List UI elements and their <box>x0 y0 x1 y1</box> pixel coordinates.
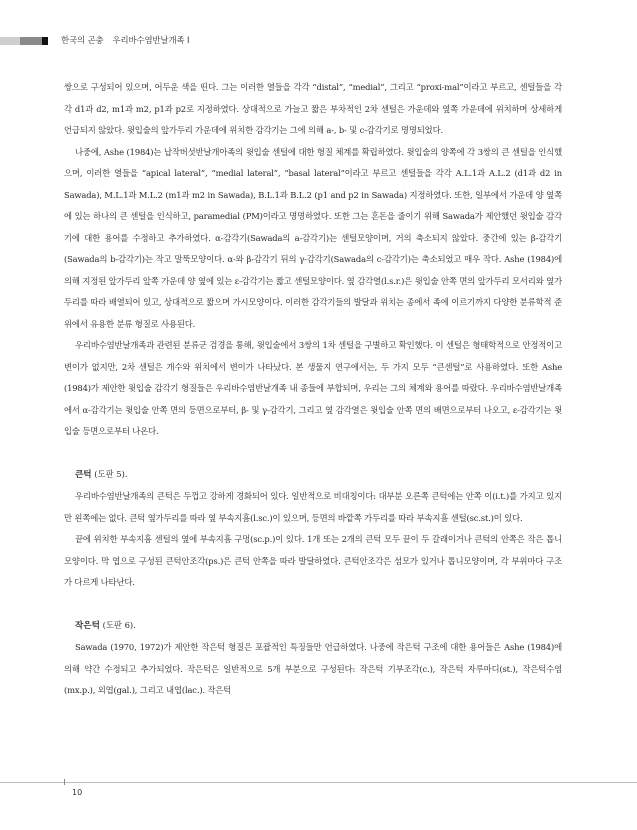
header-accent-bar-grey <box>20 37 42 45</box>
section-ref-small-jaw: (도판 6). <box>102 619 136 630</box>
book-title: 한국의 곤충 <box>61 35 104 45</box>
running-header <box>0 34 637 48</box>
running-header-title <box>61 34 189 46</box>
footer-rule <box>0 782 637 783</box>
footer-tick <box>64 779 65 785</box>
header-accent-bar-black <box>42 37 48 45</box>
section-heading-small-jaw <box>64 615 562 638</box>
paragraph-big-jaw-1: 우리바수염반날개족의 큰턱은 두껍고 강하게 경화되어 있다. 일반적으로 비대칭이다: 대부분 오른쪽 큰턱에는 안쪽 이(i.t.)를 가지고 있지만 왼쪽에는 없다. 큰턱 옆가두리를 따라 옆 부속지흠(l.sc.)이 있으며, 등면의 바깥쪽 가두리를 따라 부속지흠 센털(sc.st.)이 있다. <box>64 491 562 523</box>
section-spacer <box>64 594 562 615</box>
header-accent-bar-light <box>0 37 20 45</box>
section-spacer <box>64 443 562 464</box>
paragraph-small-jaw-1: Sawada (1970, 1972)가 제안한 작은턱 형질은 포괄적인 특징들만 언급하였다. 나중에 작은턱 구조에 대한 용어들은 Ashe (1984)에 의해 약간 수정되고 추가되었다. 작은턱은 일반적으로 5개 부분으로 구성된다: 작은턱 기부조각(c.), 작은턱 자루마디(st.), 작은턱수염(mx.p.), 외엽(gal.), 그리고 내엽(lac.). 작은턱 <box>64 642 562 695</box>
paragraph-tribe-labrum: 우리바수염반날개족과 관련된 분류군 검경을 통해, 윗입술에서 3쌍의 1차 센털을 구별하고 확인했다. 이 센털은 형태학적으로 안정적이고 변이가 없지만, 2차 센털은 개수와 위치에서 변이가 나타났다. 본 생물지 연구에서는, 두 가지 모두 “큰센털”로 사용하였다. 또한 Ashe (1984)가 제안한 윗입술 감각기 형질들은 우리바수염반날개족 내 종들에 부합되며, 우리는 그의 체계와 용어를 따랐다. 우리바수염반날개족에서 α-감각기는 윗입술 안쪽 면의 등면으로부터, β- 및 γ-감각기, 그리고 옆 감각열은 윗입술 안쪽 면의 배면으로부터 나오고, ε-감각기는 윗입술 등면으로부터 나온다. <box>64 340 562 436</box>
paragraph-ashe-labrum: 나중에, Ashe (1984)는 납작버섯반날개아족의 윗입술 센털에 대한 형질 체계를 확립하였다. 윗입술의 양쪽에 각 3쌍의 큰 센털을 인식했으며, 이러한 열들을 “apical lateral”, “medial lateral”, “basal lateral”이라고 부르고 센털들을 각각 A.L.1과 A.L.2 (d1과 d2 in Sawada), M.L.1과 M.L.2 (m1과 m2 in Sawada), B.L.1과 B.L.2 (p1 and p2 in Sawada) 지정하였다. 또한, 일부에서 가운데 양 옆쪽에 있는 하나의 큰 센털을 인식하고, paramedial (PM)이라고 명명하였다. 또한 그는 혼돈을 줄이기 위해 Sawada가 제안했던 윗입술 감각기에 대한 용어를 수정하고 추가하였다. α-감각기(Sawada의 a-감각기)는 센털모양이며, 거의 축소되지 않았다. 중간에 있는 β-감각기(Sawada의 b-감각기)는 작고 말뚝모양이다. α-와 β-감각기 뒤의 γ-감각기(Sawada의 c-감각기)는 축소되었고 매우 작다. Ashe (1984)에 의해 지정된 앞가두리 앞쪽 가운데 양 옆에 있는 ε-감각기는 짧고 센털모양이다. 옆 감각열(l.s.r.)은 윗입술 안쪽 면의 앞가두리 모서리와 옆가두리를 따라 배열되어 있고, 상대적으로 짧으며 가시모양이다. 이러한 감각기들의 발달과 위치는 종에서 족에 이르기까지 다양한 분류학적 준위에서 유용한 분류 형질로 사용된다. <box>64 146 562 329</box>
page-number: 10 <box>72 788 83 797</box>
paragraph-labrum-continued: 쌍으로 구성되어 있으며, 어두운 색을 띤다. 그는 이러한 열들을 각각 “distal”, “medial”, 그리고 “proxi-mal”이라고 부르고, 센털들을 각각 d1과 d2, m1과 m2, p1과 p2로 지정하였다. 상대적으로 가늘고 짧은 부차적인 2차 센털은 가운데와 옆쪽 가운데에 위치하며 상세하게 언급되지 않았다. 윗입술의 앞가두리 가운데에 위치한 감각기는 그에 의해 a-, b- 및 c-감각기로 명명되었다. <box>64 82 562 135</box>
section-heading-big-jaw <box>64 464 562 487</box>
section-ref-big-jaw: (도판 5). <box>94 468 128 479</box>
section-title-small-jaw: 작은턱 <box>75 620 100 631</box>
page-body <box>64 77 562 702</box>
paragraph-big-jaw-2: 끝에 위치한 부속지흠 센털의 옆에 부속지흠 구멍(sc.p.)이 있다. 1개 또는 2개의 큰턱 모두 끝이 두 갈래이거나 큰턱의 안쪽은 작은 톱니모양이다. 막 엽으로 구성된 큰턱안조각(ps.)은 큰턱 안쪽을 따라 발달하였다. 큰턱안조각은 섬모가 있거나 톱니모양이며, 각 부위마다 구조가 다르게 나타난다. <box>64 534 562 587</box>
volume-title: 우리바수염반날개족 I <box>112 35 190 45</box>
section-title-big-jaw: 큰턱 <box>75 469 92 480</box>
